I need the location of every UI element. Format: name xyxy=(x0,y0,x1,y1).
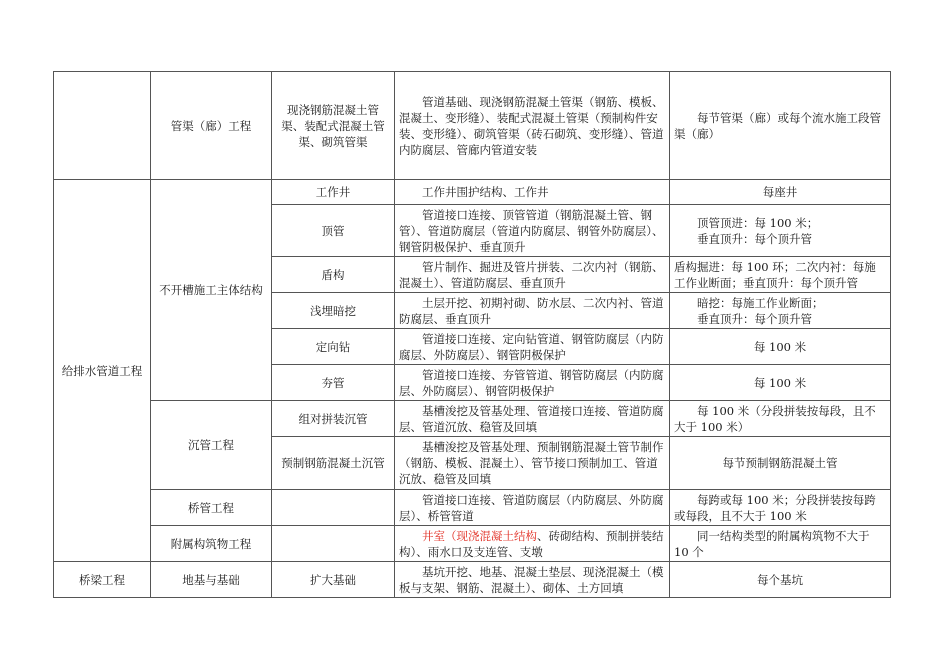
table-cell: 附属构筑物工程 xyxy=(151,526,272,562)
table-cell xyxy=(670,205,891,257)
cell-text: 基槽浚挖及管基处理、预制钢筋混凝土管节制作（钢筋、模板、混凝土）、管节接口预制加工、管道沉放、稳管及回填 xyxy=(399,440,664,486)
cell-text: 垂直顶升：每个顶升管 xyxy=(697,231,812,246)
red-highlight-text: 井室（现浇混凝土结构 xyxy=(422,528,537,543)
table-cell: 管渠（廊）工程 xyxy=(151,72,272,180)
cell-text: 垂直顶升：每个顶升管 xyxy=(697,311,812,326)
table-cell: 盾构掘进：每 100 环；二次内衬：每施工作业断面；垂直顶升：每个顶升管 xyxy=(670,257,891,293)
cell-text: 基坑开挖、地基、混凝土垫层、现浇混凝土（模板与支架、钢筋、混凝土）、砌体、土方回填 xyxy=(399,564,664,595)
table-cell: 夯管 xyxy=(272,365,395,401)
table-cell xyxy=(395,401,670,437)
cell-text: 同一结构类型的附属构筑物不大于 10 个 xyxy=(674,528,870,559)
table-cell: 扩大基础 xyxy=(272,562,395,598)
cell-text: 顶管顶进：每 100 米； xyxy=(697,215,819,230)
table-cell: 工作井 xyxy=(272,180,395,205)
table-cell xyxy=(395,180,670,205)
table-cell xyxy=(670,293,891,329)
cell-text: 管道接口连接、顶管管道（钢筋混凝土管、钢管）、管道防腐层（管道内防腐层、钢管外防腐层）、钢管阴极保护、垂直顶升 xyxy=(399,207,664,254)
table-cell xyxy=(272,526,395,562)
table-cell xyxy=(670,526,891,562)
cell-text: 管片制作、掘进及管片拼装、二次内衬（钢筋、混凝土）、管道防腐层、垂直顶升 xyxy=(399,259,664,290)
table-row xyxy=(54,180,891,205)
table-cell: 每个基坑 xyxy=(670,562,891,598)
table-cell xyxy=(395,293,670,329)
table-cell: 每座井 xyxy=(670,180,891,205)
table-cell xyxy=(395,562,670,598)
cell-text: 暗挖：每施工作业断面； xyxy=(697,295,824,310)
table-cell: 给排水管道工程 xyxy=(54,180,151,562)
table-row xyxy=(54,401,891,437)
cell-text: 基槽浚挖及管基处理、管道接口连接、管道防腐层、管道沉放、稳管及回填 xyxy=(399,403,664,434)
table-cell: 每 100 米 xyxy=(670,365,891,401)
table-cell xyxy=(670,72,891,180)
cell-text: 土层开挖、初期衬砌、防水层、二次内衬、管道防腐层、垂直顶升 xyxy=(399,295,664,326)
table-cell xyxy=(395,437,670,490)
table-cell: 定向钻 xyxy=(272,329,395,365)
table-cell xyxy=(670,401,891,437)
table-cell xyxy=(395,490,670,526)
table-cell: 桥梁工程 xyxy=(54,562,151,598)
table-cell: 现浇钢筋混凝土管渠、装配式混凝土管渠、砌筑管渠 xyxy=(272,72,395,180)
table-cell: 地基与基础 xyxy=(151,562,272,598)
table-cell: 组对拼装沉管 xyxy=(272,401,395,437)
cell-text: 管道接口连接、管道防腐层（内防腐层、外防腐层）、桥管管道 xyxy=(399,492,664,523)
cell-text: 管道接口连接、夯管管道、钢管防腐层（内防腐层、外防腐层）、钢管阴极保护 xyxy=(399,367,664,398)
table-cell: 不开槽施工主体结构 xyxy=(151,180,272,401)
cell-text: 工作井围护结构、工作井 xyxy=(422,185,549,199)
table-cell: 盾构 xyxy=(272,257,395,293)
table-cell: 预制钢筋混凝土沉管 xyxy=(272,437,395,490)
table-cell: 浅埋暗挖 xyxy=(272,293,395,329)
table-cell: 桥管工程 xyxy=(151,490,272,526)
cell-text-rest: 、砖砌结构、预制拼装结构）、雨水口及支连管、支墩 xyxy=(399,528,664,559)
table-cell xyxy=(395,257,670,293)
table-row xyxy=(54,490,891,526)
table-cell xyxy=(395,365,670,401)
table-cell: 顶管 xyxy=(272,205,395,257)
table-cell xyxy=(395,72,670,180)
cell-text: 管道基础、现浇钢筋混凝土管渠（钢筋、模板、混凝土、变形缝）、装配式混凝土管渠（预制构件安装、变形缝）、砌筑管渠（砖石砌筑、变形缝）、管道内防腐层、管廊内管道安装 xyxy=(399,94,664,157)
table-cell: 沉管工程 xyxy=(151,401,272,490)
table-row xyxy=(54,526,891,562)
cell-text: 每节管渠（廊）或每个流水施工段管渠（廊） xyxy=(674,110,881,141)
table-cell xyxy=(272,490,395,526)
table-row xyxy=(54,562,891,598)
cell-text: 管道接口连接、定向钻管道、钢管防腐层（内防腐层、外防腐层）、钢管阴极保护 xyxy=(399,331,664,362)
table-cell xyxy=(395,526,670,562)
table-cell xyxy=(395,329,670,365)
cell-text: 每跨或每 100 米；分段拼装按每跨或每段，且不大于 100 米 xyxy=(674,492,876,523)
quality-division-table xyxy=(53,71,891,598)
cell-text: 每 100 米（分段拼装按每段，且不大于 100 米） xyxy=(674,403,876,434)
cell-text xyxy=(399,528,665,560)
table-cell: 每节预制钢筋混凝土管 xyxy=(670,437,891,490)
table-cell: 每 100 米 xyxy=(670,329,891,365)
table-cell xyxy=(54,72,151,180)
table-row xyxy=(54,72,891,180)
table-cell xyxy=(670,490,891,526)
table-cell xyxy=(395,205,670,257)
